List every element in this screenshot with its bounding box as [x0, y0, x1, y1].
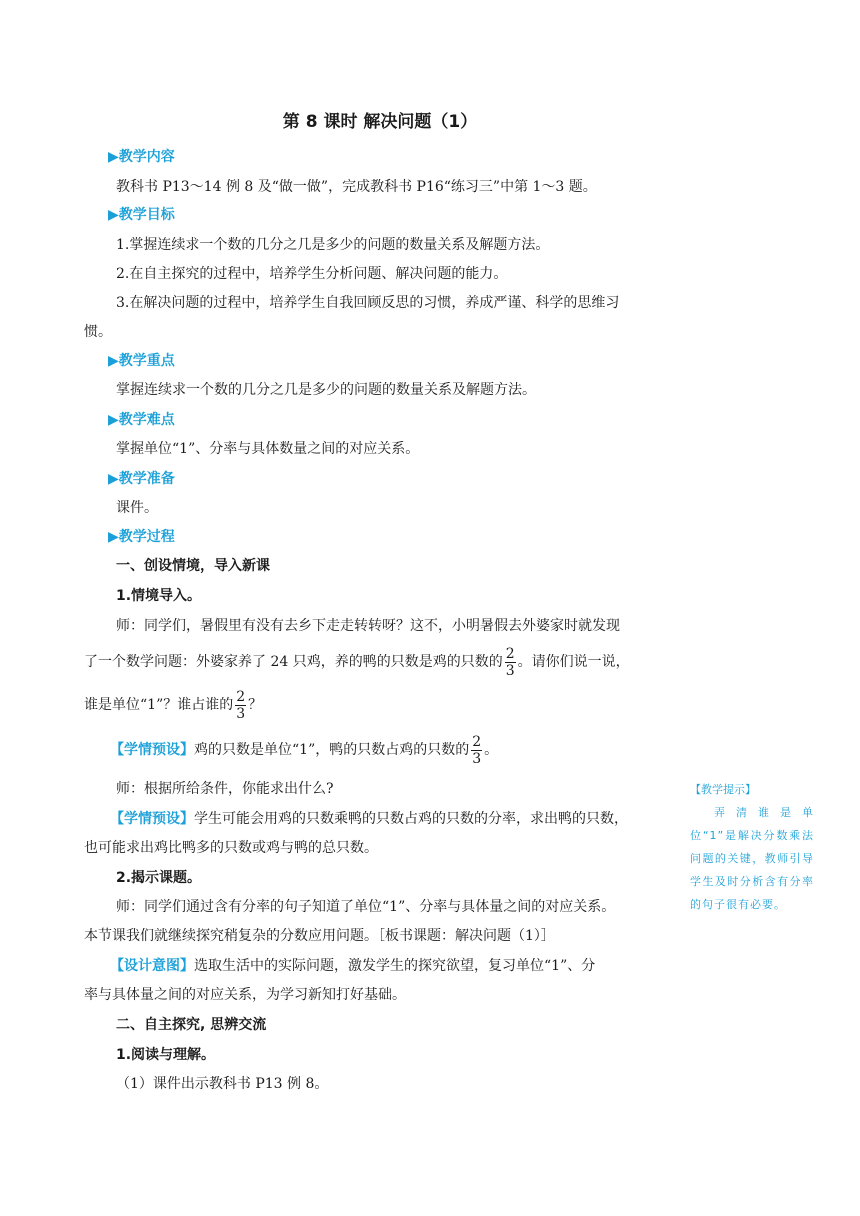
goal-1: 1.掌握连续求一个数的几分之几是多少的问题的数量关系及解题方法。: [116, 237, 550, 253]
paragraph-2b: 本节课我们就继续探究稍复杂的分数应用问题。［板书课题：解决问题（1）］: [84, 928, 555, 944]
step-1-heading: 1.情境导入。: [116, 588, 202, 604]
fraction-numerator: 2: [505, 645, 515, 662]
preset-tag: 【学情预设】: [110, 811, 194, 827]
fraction: [505, 646, 516, 679]
preset-1-text-end: 。: [484, 742, 499, 758]
part-1-heading: 一、创设情境，导入新课: [116, 558, 270, 574]
paragraph-1c: [84, 686, 262, 724]
preset-1: [110, 731, 498, 769]
fraction-denominator: 3: [505, 662, 515, 679]
teaching-tip-box: [690, 778, 814, 916]
fraction: [471, 734, 482, 767]
goal-3: 3.在解决问题的过程中，培养学生自我回顾反思的习惯，养成严谨、科学的思维习: [116, 295, 620, 311]
fraction: [235, 689, 246, 722]
preset-2-text: 学生可能会用鸡的只数乘鸭的只数占鸡的只数的分率，求出鸭的只数，: [194, 811, 628, 827]
key-text: 掌握连续求一个数的几分之几是多少的问题的数量关系及解题方法。: [116, 382, 536, 398]
goal-2: 2.在自主探究的过程中，培养学生分析问题、解决问题的能力。: [116, 266, 508, 282]
teaching-tip-body: 弄清谁是单位“1”是解决分数乘法问题的关键，教师引导学生及时分析含有分率的句子很有必要。: [690, 806, 814, 911]
section-heading-prep: ▶教学准备: [108, 471, 175, 487]
fraction-numerator: 2: [236, 688, 246, 705]
paragraph-1b: [84, 643, 630, 681]
question-2: 师：根据所给条件，你能求出什么?: [116, 781, 334, 797]
paragraph-3: （1）课件出示教科书 P13 例 8。: [116, 1076, 329, 1092]
section-heading-content: ▶教学内容: [108, 149, 175, 165]
paragraph-1b-text: 了一个数学问题：外婆家养了 24 只鸡，养的鸭的只数是鸡的只数的: [84, 654, 503, 670]
preset-2: [110, 810, 628, 828]
part-2-heading: 二、自主探究, 思辨交流: [116, 1017, 267, 1033]
page-title: 第 8 课时 解决问题（1）: [282, 112, 478, 132]
design-intent: [110, 957, 595, 975]
design-intent-cont: 率与具体量之间的对应关系，为学习新知打好基础。: [84, 987, 406, 1003]
preset-2-cont: 也可能求出鸡比鸭多的只数或鸡与鸭的总只数。: [84, 840, 378, 856]
fraction-denominator: 3: [472, 750, 482, 767]
section-heading-difficulty: ▶教学难点: [108, 412, 175, 428]
content-text: 教科书 P13～14 例 8 及“做一做”，完成教科书 P16“练习三”中第 1～3 题。: [116, 179, 597, 195]
fraction-numerator: 2: [472, 733, 482, 750]
preset-tag: 【学情预设】: [110, 742, 194, 758]
paragraph-1a: 师：同学们，暑假里有没有去乡下走走转转呀？这不，小明暑假去外婆家时就发现: [116, 618, 620, 634]
preset-1-text: 鸡的只数是单位“1”，鸭的只数占鸡的只数的: [194, 742, 470, 758]
section-heading-key: ▶教学重点: [108, 353, 175, 369]
paragraph-1c-text: 谁是单位“1”？谁占谁的: [84, 697, 234, 713]
paragraph-1b-text-end: 。请你们说一说，: [517, 654, 630, 670]
section-heading-goals: ▶教学目标: [108, 207, 175, 223]
difficulty-text: 掌握单位“1”、分率与具体数量之间的对应关系。: [116, 441, 420, 457]
prep-text: 课件。: [116, 500, 158, 516]
goal-3-cont: 惯。: [84, 324, 112, 340]
fraction-denominator: 3: [236, 705, 246, 722]
paragraph-2a: 师：同学们通过含有分率的句子知道了单位“1”、分率与具体量之间的对应关系。: [116, 899, 616, 915]
step-2-heading: 2.揭示课题。: [116, 870, 202, 886]
design-tag: 【设计意图】: [110, 958, 194, 974]
section-heading-process: ▶教学过程: [108, 529, 175, 545]
paragraph-1c-text-end: ？: [248, 697, 263, 713]
teaching-tip-title: 【教学提示】: [690, 783, 756, 796]
step-3-heading: 1.阅读与理解。: [116, 1047, 216, 1063]
design-text: 选取生活中的实际问题，激发学生的探究欲望，复习单位“1”、分: [194, 958, 596, 974]
